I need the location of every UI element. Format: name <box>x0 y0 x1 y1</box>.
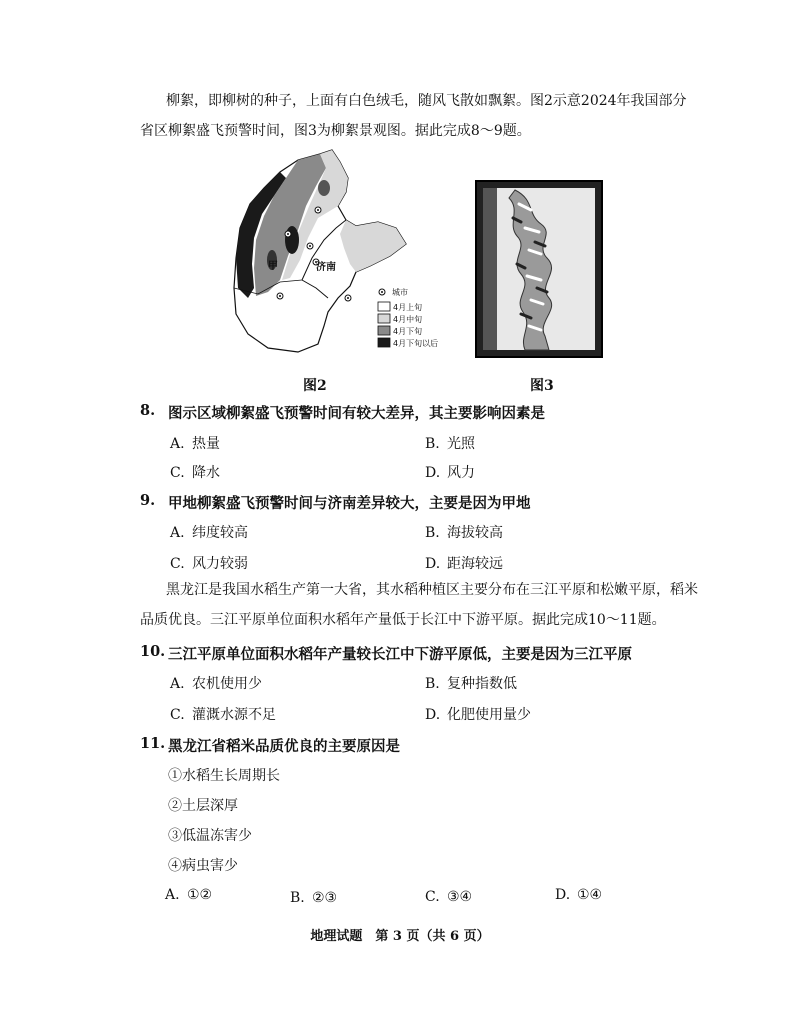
intro-line-1: 柳絮，即柳树的种子，上面有白色绒毛，随风飞散如飘絮。图2示意2024年我国部分 <box>166 93 687 109</box>
q11-option-c[interactable] <box>425 889 472 905</box>
q9-option-c[interactable] <box>170 553 248 573</box>
figure2-map <box>228 148 460 360</box>
option-label: A. <box>165 887 180 903</box>
figure3-caption: 图3 <box>530 378 554 394</box>
q8-option-a[interactable] <box>170 433 220 453</box>
option-text: ②③ <box>312 890 338 906</box>
map-dark-pocket <box>285 226 299 254</box>
option-label: B. <box>425 676 440 692</box>
figure2-caption: 图2 <box>303 378 327 394</box>
q11-statement-1: ①水稻生长周期长 <box>168 768 280 784</box>
q9-text: 甲地柳絮盛飞预警时间与济南差异较大，主要是因为甲地 <box>168 495 531 512</box>
intro-line-2: 省区柳絮盛飞预警时间，图3为柳絮景观图。据此完成8～9题。 <box>140 123 531 139</box>
q8-option-b[interactable] <box>425 433 475 453</box>
option-text: 降水 <box>192 465 220 481</box>
passage2-line-2: 品质优良。三江平原单位面积水稻年产量低于长江中下游平原。据此完成10～11题。 <box>140 612 666 628</box>
option-text: 化肥使用量少 <box>447 707 531 723</box>
city-marker <box>315 207 321 213</box>
legend-label-late-april: 4月下旬 <box>393 327 423 336</box>
option-text: 距海较远 <box>447 556 503 572</box>
q10-option-a[interactable] <box>170 673 262 693</box>
q8-text: 图示区域柳絮盛飞预警时间有较大差异，其主要影响因素是 <box>168 405 545 422</box>
option-text: 纬度较高 <box>192 525 248 541</box>
option-label: A. <box>170 525 185 541</box>
city-marker <box>285 231 291 237</box>
q8-option-d[interactable] <box>425 462 475 482</box>
legend-swatch-early-april <box>378 302 390 311</box>
legend-city-symbol <box>379 289 385 295</box>
option-label: C. <box>170 465 185 481</box>
option-text: 风力 <box>447 465 475 481</box>
q11-text: 黑龙江省稻米品质优良的主要原因是 <box>168 738 400 755</box>
city-label-jinan: 济南 <box>316 262 336 273</box>
q11-statement-3: ③低温冻害少 <box>168 828 252 844</box>
page-footer: 地理试题 第 3 页（共 6 页） <box>310 929 490 944</box>
map-dark-pocket <box>318 180 330 196</box>
q10-option-c[interactable] <box>170 704 276 724</box>
q11-option-b[interactable] <box>290 890 337 906</box>
option-label: D. <box>425 556 441 572</box>
option-text: 热量 <box>192 436 220 452</box>
city-marker <box>277 293 283 299</box>
q11-statement-4: ④病虫害少 <box>168 858 238 874</box>
option-text: 海拔较高 <box>447 525 503 541</box>
legend-label-after-april: 4月下旬以后 <box>393 339 439 348</box>
legend-city-label: 城市 <box>392 288 408 297</box>
option-label: C. <box>170 556 185 572</box>
q11-option-a[interactable] <box>165 887 212 903</box>
q11-statement-2: ②土层深厚 <box>168 798 238 814</box>
city-marker <box>345 295 351 301</box>
q10-option-d[interactable] <box>425 704 531 724</box>
q9-option-a[interactable] <box>170 522 248 542</box>
option-label: B. <box>290 890 305 906</box>
figure3-photo <box>475 180 603 358</box>
option-text: 灌溉水源不足 <box>192 707 276 723</box>
q10-text: 三江平原单位面积水稻年产量较长江中下游平原低，主要是因为三江平原 <box>168 646 632 663</box>
intro-paragraph <box>140 86 695 146</box>
option-text: ①② <box>187 887 213 903</box>
q11-number: 11. <box>140 735 166 752</box>
q8-option-c[interactable] <box>170 462 220 482</box>
option-label: A. <box>170 676 185 692</box>
option-label: A. <box>170 436 185 452</box>
q10-number: 10. <box>140 643 166 660</box>
option-label: D. <box>425 465 441 481</box>
option-label: C. <box>170 707 185 723</box>
q9-option-d[interactable] <box>425 553 503 573</box>
legend-swatch-late-april <box>378 326 390 335</box>
map-legend <box>378 287 438 348</box>
q11-option-d[interactable] <box>555 887 602 903</box>
photo-left-shadow <box>483 188 497 350</box>
legend-swatch-mid-april <box>378 314 390 323</box>
city-marker <box>307 243 313 249</box>
option-label: B. <box>425 525 440 541</box>
q9-number: 9. <box>140 492 156 509</box>
marker-jia-label: 甲 <box>268 261 278 272</box>
passage2-line-1: 黑龙江是我国水稻生产第一大省，其水稻种植区主要分布在三江平原和松嫩平原，稻米 <box>166 582 698 598</box>
option-text: ①④ <box>577 887 603 903</box>
q8-number: 8. <box>140 402 156 419</box>
option-text: 风力较弱 <box>192 556 248 572</box>
legend-label-mid-april: 4月中旬 <box>393 315 423 324</box>
passage2-paragraph <box>140 575 698 635</box>
option-label: B. <box>425 436 440 452</box>
option-label: C. <box>425 889 440 905</box>
option-label: D. <box>425 707 441 723</box>
legend-label-early-april: 4月上旬 <box>393 303 423 312</box>
legend-swatch-after-april <box>378 338 390 347</box>
option-text: ③④ <box>447 889 473 905</box>
option-text: 光照 <box>447 436 475 452</box>
option-text: 复种指数低 <box>447 676 517 692</box>
q10-option-b[interactable] <box>425 673 517 693</box>
option-label: D. <box>555 887 571 903</box>
option-text: 农机使用少 <box>192 676 262 692</box>
q9-option-b[interactable] <box>425 522 503 542</box>
